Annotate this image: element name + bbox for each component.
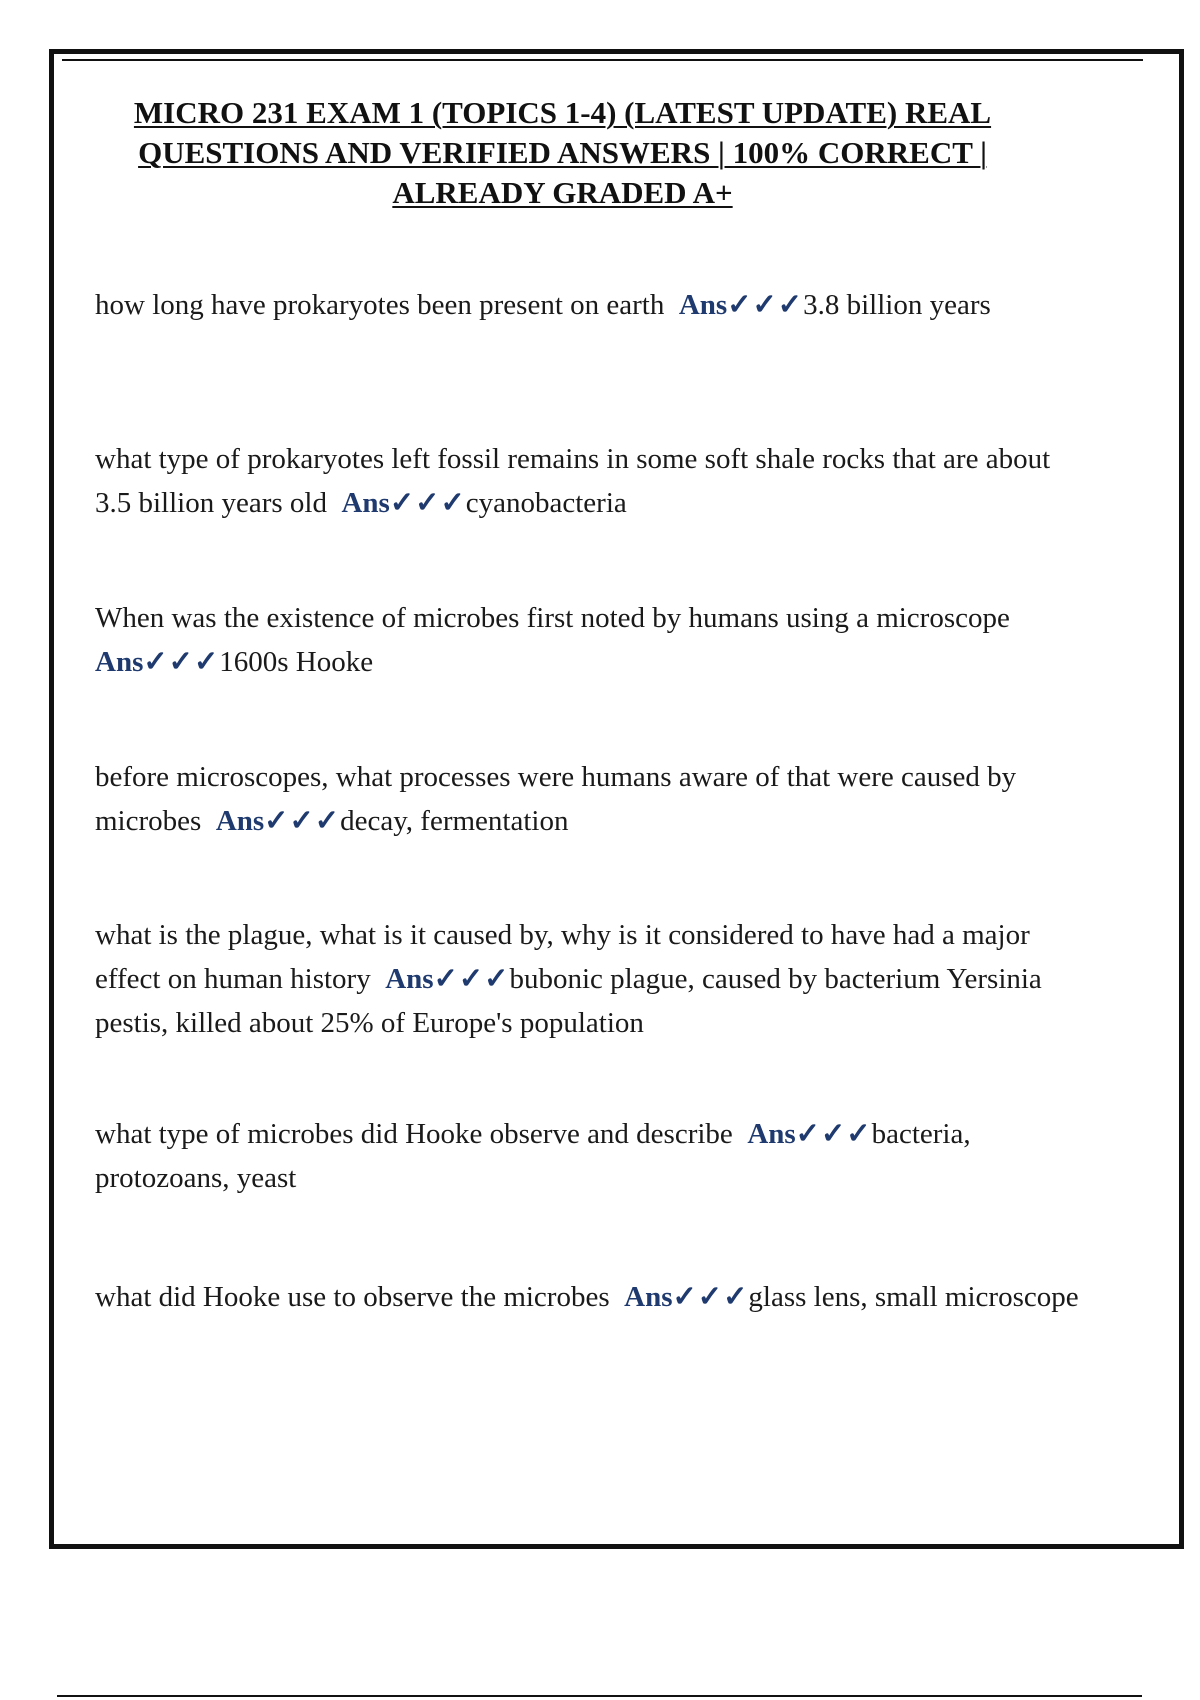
qa-item-3 bbox=[95, 596, 1085, 684]
question-text: what is the plague, what is it caused by, why is it considered to have had a major effect on human history bbox=[95, 919, 1030, 995]
qa-item-6 bbox=[95, 1112, 1085, 1200]
answer-label: Ans bbox=[678, 289, 728, 321]
question-text: what did Hooke use to observe the microbes bbox=[95, 1281, 610, 1313]
qa-item-5 bbox=[95, 913, 1085, 1045]
question-text: what type of prokaryotes left fossil remains in some soft shale rocks that are about 3.5 billion years old bbox=[95, 443, 1051, 519]
footer-rule bbox=[57, 1695, 1142, 1697]
check-marks-icon: ✓✓✓ bbox=[264, 805, 341, 837]
answer-label: Ans bbox=[95, 646, 144, 678]
document-title: MICRO 231 EXAM 1 (TOPICS 1-4) (LATEST UPDATE) REAL QUESTIONS AND VERIFIED ANSWERS | 100% CORRECT | ALREADY GRADED A+ bbox=[133, 95, 992, 210]
answer-label: Ans bbox=[624, 1281, 673, 1313]
qa-item-7 bbox=[95, 1275, 1085, 1319]
check-marks-icon: ✓✓✓ bbox=[143, 646, 220, 678]
answer-text: 3.8 billion years bbox=[803, 289, 991, 321]
check-marks-icon: ✓✓✓ bbox=[795, 1118, 872, 1150]
question-text: what type of microbes did Hooke observe and describe bbox=[95, 1118, 733, 1150]
answer-text: decay, fermentation bbox=[340, 805, 569, 837]
qa-item-4 bbox=[95, 755, 1085, 843]
answer-text: glass lens, small microscope bbox=[748, 1281, 1079, 1313]
answer-text: bacteria, protozoans, yeast bbox=[95, 1118, 971, 1194]
answer-text: 1600s Hooke bbox=[219, 646, 374, 678]
frame-top-rule bbox=[62, 59, 1143, 61]
question-text: When was the existence of microbes first noted by humans using a microscope bbox=[95, 602, 1010, 634]
answer-label: Ans bbox=[747, 1118, 796, 1150]
answer-text: cyanobacteria bbox=[465, 487, 627, 519]
question-text: how long have prokaryotes been present on earth bbox=[95, 289, 665, 321]
answer-label: Ans bbox=[385, 963, 434, 995]
qa-item-2 bbox=[95, 437, 1085, 525]
answer-label: Ans bbox=[215, 805, 265, 837]
answer-label: Ans bbox=[341, 487, 390, 519]
answer-text: bubonic plague, caused by bacterium Yersinia pestis, killed about 25% of Europe's population bbox=[95, 963, 1042, 1039]
check-marks-icon: ✓✓✓ bbox=[389, 487, 466, 519]
check-marks-icon: ✓✓✓ bbox=[727, 289, 804, 321]
check-marks-icon: ✓✓✓ bbox=[672, 1281, 749, 1313]
check-marks-icon: ✓✓✓ bbox=[433, 963, 510, 995]
question-text: before microscopes, what processes were humans aware of that were caused by microbes bbox=[95, 761, 1017, 837]
qa-item-1 bbox=[95, 283, 1085, 327]
